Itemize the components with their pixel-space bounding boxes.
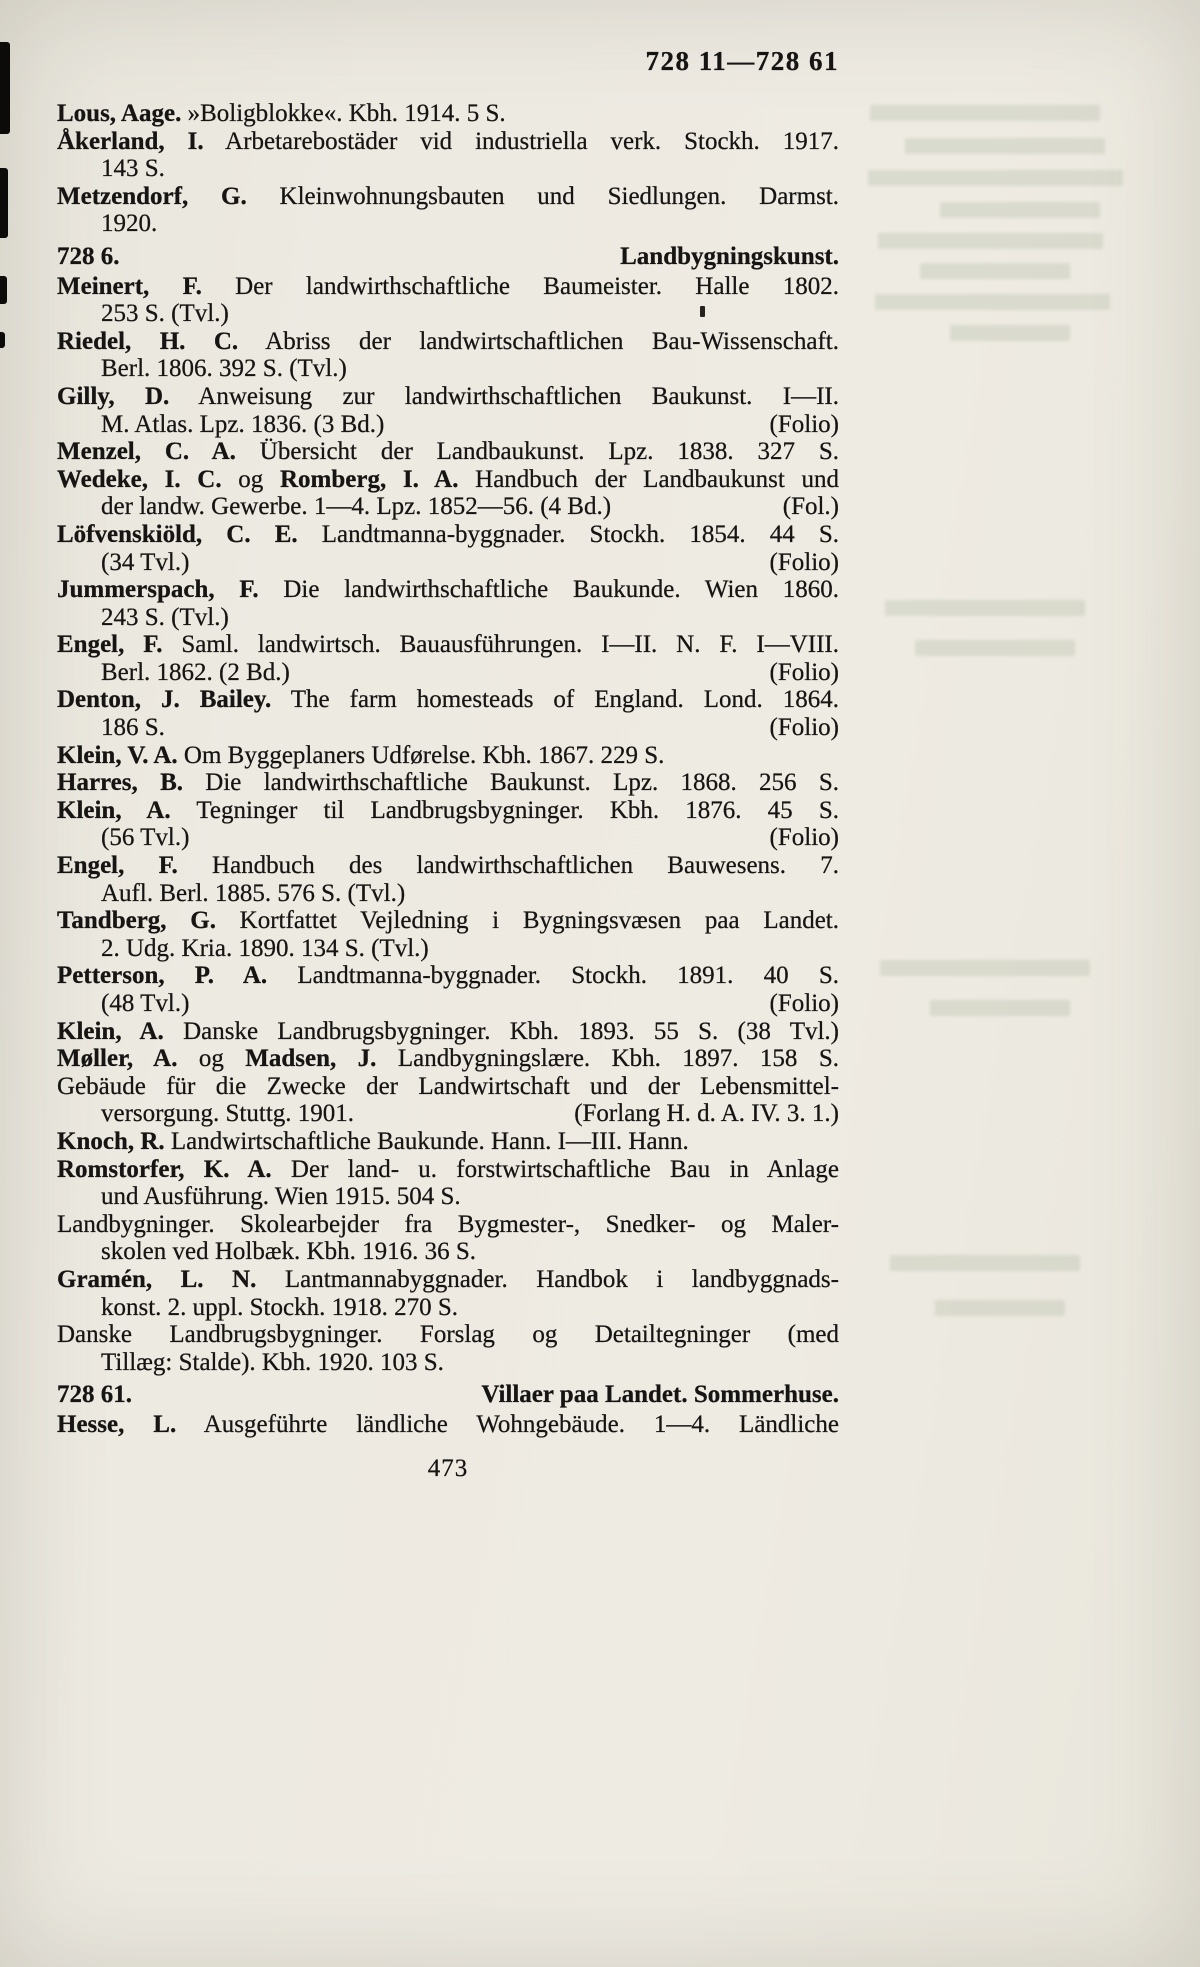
format-note: (Folio) — [769, 714, 839, 742]
entry-text: 1920. — [101, 210, 158, 238]
entry-text: Klein, V. A. Om Byggeplaners Udførelse. Kbh. 1867. 229 S. — [57, 741, 665, 769]
entry-line — [57, 1018, 839, 1046]
entry-line — [57, 714, 839, 742]
scan-edge-artifact — [0, 276, 7, 304]
entry-text: 2. Udg. Kria. 1890. 134 S. (Tvl.) — [101, 934, 429, 962]
entry-line — [57, 935, 839, 963]
entry-text: 186 S. — [101, 714, 165, 742]
entry-line — [57, 659, 839, 687]
entry-line — [57, 686, 839, 714]
show-through-artifact — [915, 640, 1075, 656]
entry-line — [57, 411, 839, 439]
entry-line — [57, 100, 839, 128]
entry-text: Klein, A. Tegninger til Landbrugsbygninger. Kbh. 1876. 45 S. — [57, 796, 839, 824]
entry-text: Gramén, L. N. Lantmannabyggnader. Handbok i landbyggnads- — [57, 1265, 839, 1293]
entry-line — [57, 210, 839, 238]
show-through-artifact — [870, 105, 1100, 121]
show-through-artifact — [905, 138, 1105, 154]
entry-line — [57, 466, 839, 494]
format-note: (Fol.) — [782, 493, 839, 521]
entry-line — [57, 962, 839, 990]
entry-text: konst. 2. uppl. Stockh. 1918. 270 S. — [101, 1293, 458, 1321]
entry-text: Tandberg, G. Kortfattet Vejledning i Bygningsvæsen paa Landet. — [57, 907, 839, 935]
entry-line — [57, 631, 839, 659]
entry-text: 728 6. — [57, 242, 120, 270]
entry-text: Romstorfer, K. A. Der land- u. forstwirtschaftliche Bau in Anlage — [57, 1155, 839, 1183]
show-through-artifact — [890, 1255, 1080, 1271]
entry-line — [57, 328, 839, 356]
entry-text: Löfvenskiöld, C. E. Landtmanna-byggnader. Stockh. 1854. 44 S. — [57, 520, 839, 548]
entry-text: Metzendorf, G. Kleinwohnungsbauten und Siedlungen. Darmst. — [57, 182, 839, 210]
page-number: 473 — [427, 1454, 469, 1482]
entry-line — [57, 355, 839, 383]
entry-line — [57, 383, 839, 411]
page-header-range: 728 11—728 61 — [645, 46, 839, 76]
entry-line — [57, 1128, 839, 1156]
format-note: (Folio) — [769, 990, 839, 1017]
text-block — [57, 46, 839, 1483]
entry-text: Denton, J. Bailey. The farm homesteads of England. Lond. 1864. — [57, 686, 839, 714]
entry-text: (48 Tvl.) — [101, 990, 190, 1017]
entry-text: Meinert, F. Der landwirthschaftliche Baumeister. Halle 1802. — [57, 272, 839, 300]
entry-line — [57, 880, 839, 908]
scan-edge-artifact — [0, 168, 8, 238]
entry-text: Engel, F. Handbuch des landwirthschaftlichen Bauwesens. 7. — [57, 852, 839, 880]
format-note: (Forlang H. d. A. IV. 3. 1.) — [574, 1100, 839, 1128]
entry-line — [57, 1294, 839, 1322]
entry-line — [57, 549, 839, 577]
entry-line — [57, 852, 839, 880]
entry-text: Knoch, R. Landwirtschaftliche Baukunde. Hann. I—III. Hann. — [57, 1127, 689, 1155]
entry-line — [57, 576, 839, 604]
entry-text: Tillæg: Stalde). Kbh. 1920. 103 S. — [101, 1348, 444, 1376]
entry-line — [57, 1045, 839, 1073]
section-heading — [57, 243, 839, 271]
entry-line — [57, 155, 839, 183]
entry-text: (56 Tvl.) — [101, 824, 190, 852]
entry-line — [57, 300, 839, 328]
format-note: (Folio) — [769, 548, 839, 576]
entry-line — [57, 493, 839, 521]
entry-line — [57, 1411, 839, 1439]
bibliography-list — [57, 100, 839, 1439]
entry-text: Jummerspach, F. Die landwirthschaftliche Baukunde. Wien 1860. — [57, 576, 839, 604]
show-through-artifact — [875, 294, 1110, 310]
entry-text: Gilly, D. Anweisung zur landwirthschaftlichen Baukunst. I—II. — [57, 382, 839, 410]
show-through-artifact — [940, 202, 1100, 218]
section-title: Landbygningskunst. — [620, 242, 839, 270]
entry-line — [57, 604, 839, 632]
entry-text: Gebäude für die Zwecke der Landwirtschaft und der Lebensmittel- — [57, 1072, 839, 1100]
format-note: (Folio) — [769, 824, 839, 852]
entry-text: Aufl. Berl. 1885. 576 S. (Tvl.) — [101, 879, 406, 907]
show-through-artifact — [930, 1000, 1070, 1016]
entry-text: Riedel, H. C. Abriss der landwirtschaftlichen Bau-Wissenschaft. — [57, 327, 839, 355]
entry-line — [57, 521, 839, 549]
entry-text: M. Atlas. Lpz. 1836. (3 Bd.) — [101, 410, 385, 438]
entry-line — [57, 128, 839, 156]
format-note: (Folio) — [769, 658, 839, 686]
entry-line — [57, 273, 839, 301]
scan-edge-artifact — [0, 332, 5, 348]
entry-line — [57, 1266, 839, 1294]
entry-text: Wedeke, I. C. og Romberg, I. A. Handbuch der Landbaukunst und — [57, 465, 839, 493]
entry-line — [57, 824, 839, 852]
entry-line — [57, 1183, 839, 1211]
entry-text: 243 S. (Tvl.) — [101, 603, 229, 631]
entry-line — [57, 1156, 839, 1184]
entry-line — [57, 1211, 839, 1239]
section-title: Villaer paa Landet. Sommerhuse. — [481, 1381, 839, 1409]
entry-text: Åkerland, I. Arbetarebostäder vid industriella verk. Stockh. 1917. — [57, 127, 839, 155]
entry-text: 253 S. (Tvl.) — [101, 300, 229, 328]
show-through-artifact — [868, 170, 1123, 186]
entry-text: Berl. 1806. 392 S. (Tvl.) — [101, 355, 347, 383]
entry-text: Berl. 1862. (2 Bd.) — [101, 658, 290, 686]
entry-line — [57, 769, 839, 797]
entry-line — [57, 1073, 839, 1101]
entry-line — [57, 1100, 839, 1128]
entry-text: Harres, B. Die landwirthschaftliche Baukunst. Lpz. 1868. 256 S. — [57, 769, 840, 797]
entry-text: der landw. Gewerbe. 1—4. Lpz. 1852—56. (4 Bd.) — [101, 493, 612, 521]
entry-text: 728 61. — [57, 1381, 132, 1409]
entry-line — [57, 990, 839, 1018]
show-through-artifact — [878, 233, 1103, 249]
show-through-artifact — [880, 960, 1090, 976]
entry-text: Klein, A. Danske Landbrugsbygninger. Kbh. 1893. 55 S. (38 Tvl.) — [57, 1017, 839, 1045]
entry-line — [57, 183, 839, 211]
scan-edge-artifact — [0, 42, 10, 134]
entry-text: Menzel, C. A. Übersicht der Landbaukunst. Lpz. 1838. 327 S. — [57, 438, 839, 466]
entry-text: Danske Landbrugsbygninger. Forslag og Detailtegninger (med — [57, 1321, 839, 1349]
entry-text: Engel, F. Saml. landwirtsch. Bauausführungen. I—II. N. F. I—VIII. — [57, 631, 839, 659]
entry-line — [57, 438, 839, 466]
entry-text: versorgung. Stuttg. 1901. — [101, 1100, 355, 1128]
format-note: (Folio) — [769, 410, 839, 438]
entry-line — [57, 742, 839, 770]
entry-text: (34 Tvl.) — [101, 548, 190, 576]
section-heading — [57, 1381, 839, 1409]
entry-line — [57, 797, 839, 825]
entry-line — [57, 1238, 839, 1266]
entry-text: Landbygninger. Skolearbejder fra Bygmester-, Snedker- og Maler- — [57, 1210, 839, 1238]
entry-line — [57, 1349, 839, 1377]
entry-text: Petterson, P. A. Landtmanna-byggnader. Stockh. 1891. 40 S. — [57, 962, 839, 990]
entry-line — [57, 1321, 839, 1349]
entry-text: Lous, Aage. »Boligblokke«. Kbh. 1914. 5 S. — [57, 100, 506, 127]
show-through-artifact — [950, 325, 1070, 341]
entry-text: und Ausführung. Wien 1915. 504 S. — [101, 1183, 461, 1211]
show-through-artifact — [920, 263, 1070, 279]
entry-text: Hesse, L. Ausgeführte ländliche Wohngebäude. 1—4. Ländliche — [57, 1410, 840, 1438]
entry-line — [57, 907, 839, 935]
show-through-artifact — [935, 1300, 1065, 1316]
entry-text: skolen ved Holbæk. Kbh. 1916. 36 S. — [101, 1238, 476, 1266]
entry-text: 143 S. — [101, 155, 165, 183]
show-through-artifact — [885, 600, 1085, 616]
entry-text: Møller, A. og Madsen, J. Landbygningslære. Kbh. 1897. 158 S. — [57, 1045, 839, 1073]
